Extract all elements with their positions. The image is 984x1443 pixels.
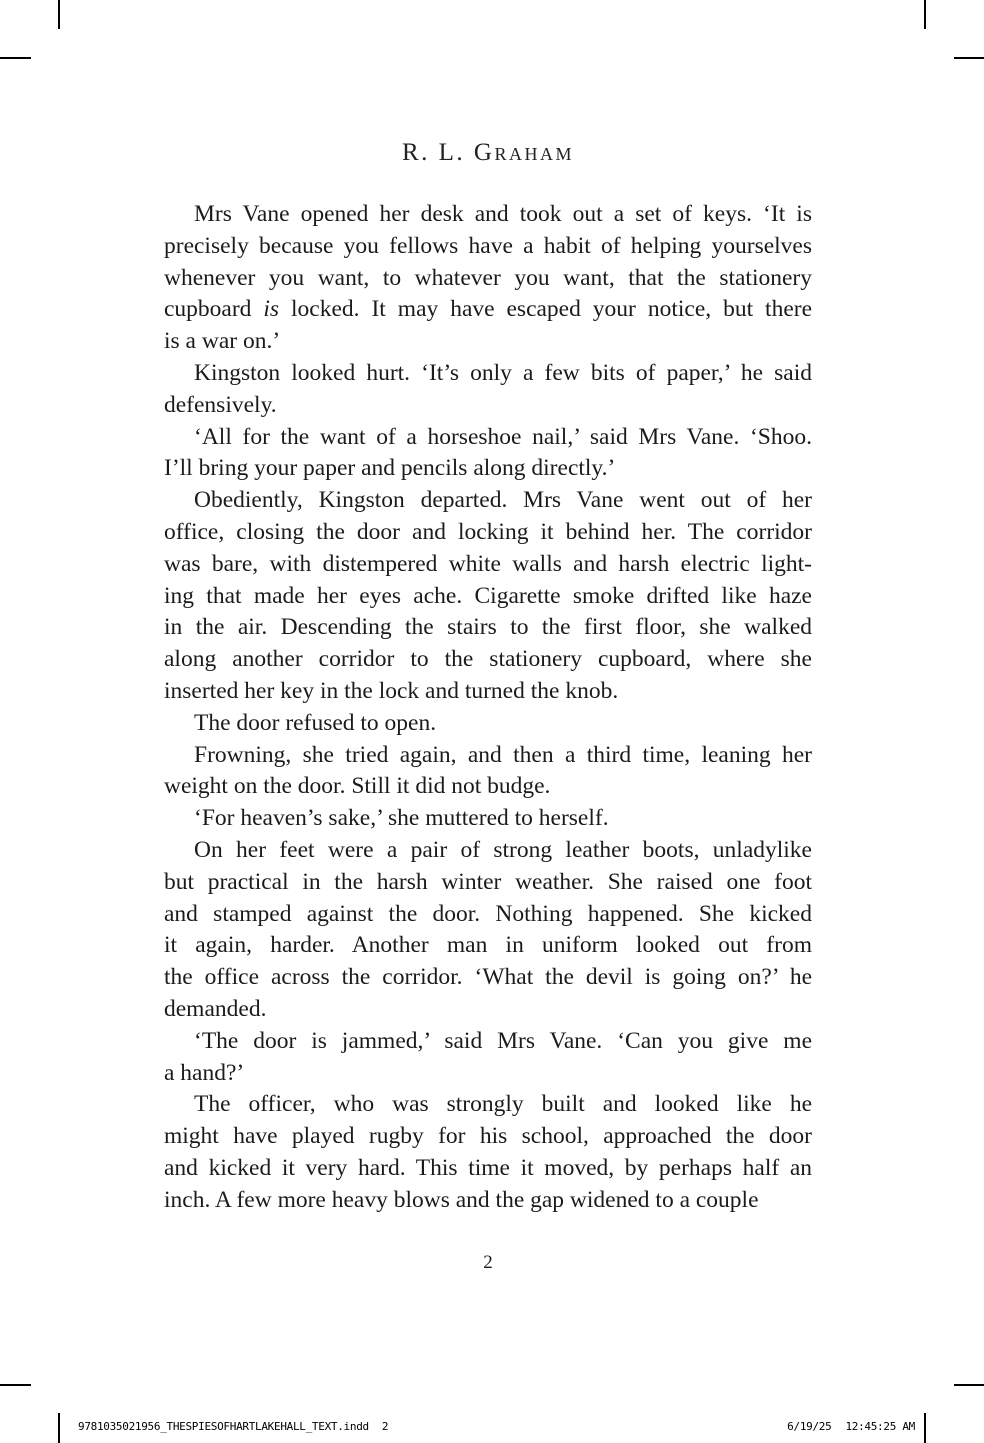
slug-line-right: [787, 1420, 915, 1433]
page-number: 2: [483, 1252, 493, 1273]
body-line: inserted her key in the lock and turned the knob.: [164, 677, 619, 704]
body-line: Obediently, Kingston departed. Mrs Vane went out of her: [194, 487, 812, 514]
crop-mark-bottom-left-horizontal: [0, 1384, 31, 1386]
paragraph: [164, 422, 812, 486]
body-line: ‘For heaven’s sake,’ she muttered to herself.: [194, 805, 609, 832]
body-line: a hand?’: [164, 1059, 245, 1086]
body-line: whenever you want, to whatever you want, that the stationery: [164, 264, 812, 291]
body-line: precisely because you fellows have a habit of helping yourselves: [164, 232, 812, 259]
body-line: was bare, with distempered white walls and harsh electric light-: [164, 550, 812, 577]
body-line: is a war on.’: [164, 328, 281, 355]
running-header-author: R. L. Graham: [401, 139, 574, 166]
slug-time: 12:45:25 AM: [845, 1420, 915, 1433]
body-line: inch. A few more heavy blows and the gap widened to a couple: [164, 1186, 759, 1213]
body-line: defensively.: [164, 391, 277, 418]
body-line: Mrs Vane opened her desk and took out a set of keys. ‘It is: [194, 201, 812, 227]
paragraph: [164, 740, 812, 804]
paragraph: [164, 1089, 812, 1216]
body-line: and stamped against the door. Nothing happened. She kicked: [164, 900, 812, 927]
crop-mark-bottom-right-horizontal: [954, 1384, 984, 1386]
body-line: demanded.: [164, 995, 267, 1022]
body-line: ing that made her eyes ache. Cigarette smoke drifted like haze: [164, 582, 812, 609]
body-line: weight on the door. Still it did not budge.: [164, 773, 551, 800]
body-line: Kingston looked hurt. ‘It’s only a few bits of paper,’ he said: [194, 359, 812, 386]
body-line: in the air. Descending the stairs to the first floor, she walked: [164, 614, 812, 641]
body-line: The door refused to open.: [194, 709, 437, 736]
body-line: ‘The door is jammed,’ said Mrs Vane. ‘Can you give me: [194, 1027, 812, 1054]
slug-line-left: [78, 1420, 388, 1433]
crop-mark-top-left-horizontal: [0, 57, 31, 59]
body-line: but practical in the harsh winter weather. She raised one foot: [164, 868, 812, 895]
slug-date: 6/19/25: [787, 1420, 832, 1433]
body-line: it again, harder. Another man in uniform looked out from: [164, 932, 812, 959]
crop-mark-top-left-vertical: [58, 0, 60, 29]
paragraph: [164, 1026, 812, 1090]
body-line: On her feet were a pair of strong leather boots, unladylike: [194, 836, 812, 863]
crop-mark-top-right-vertical: [924, 0, 926, 29]
body-line: office, closing the door and locking it behind her. The corridor: [164, 518, 812, 545]
crop-mark-top-right-horizontal: [954, 57, 984, 59]
body-line: ‘All for the want of a horseshoe nail,’ said Mrs Vane. ‘Shoo.: [194, 423, 812, 450]
body-line: might have played rugby for his school, approached the door: [164, 1123, 812, 1150]
paragraph: [164, 835, 812, 1026]
body-line: The officer, who was strongly built and looked like he: [194, 1091, 812, 1118]
slug-filename: 9781035021956_THESPIESOFHARTLAKEHALL_TEXT.indd: [78, 1420, 369, 1433]
body-text: [164, 199, 812, 1217]
body-line: the office across the corridor. ‘What the devil is going on?’ he: [164, 964, 812, 991]
slug-file-page: 2: [381, 1420, 389, 1433]
paragraph: [164, 708, 812, 740]
body-line: I’ll bring your paper and pencils along directly.’: [164, 455, 616, 482]
body-line: and kicked it very hard. This time it moved, by perhaps half an: [164, 1154, 812, 1181]
crop-mark-bottom-right-vertical: [924, 1413, 926, 1443]
paragraph: [164, 358, 812, 422]
body-line: along another corridor to the stationery cupboard, where she: [164, 646, 812, 673]
crop-mark-bottom-left-vertical: [58, 1413, 60, 1443]
body-line: cupboard is locked. It may have escaped your notice, but there: [164, 296, 813, 323]
paragraph: [164, 485, 812, 708]
body-line: Frowning, she tried again, and then a third time, leaning her: [194, 741, 812, 768]
paragraph: [164, 803, 812, 835]
paragraph: [164, 199, 812, 358]
